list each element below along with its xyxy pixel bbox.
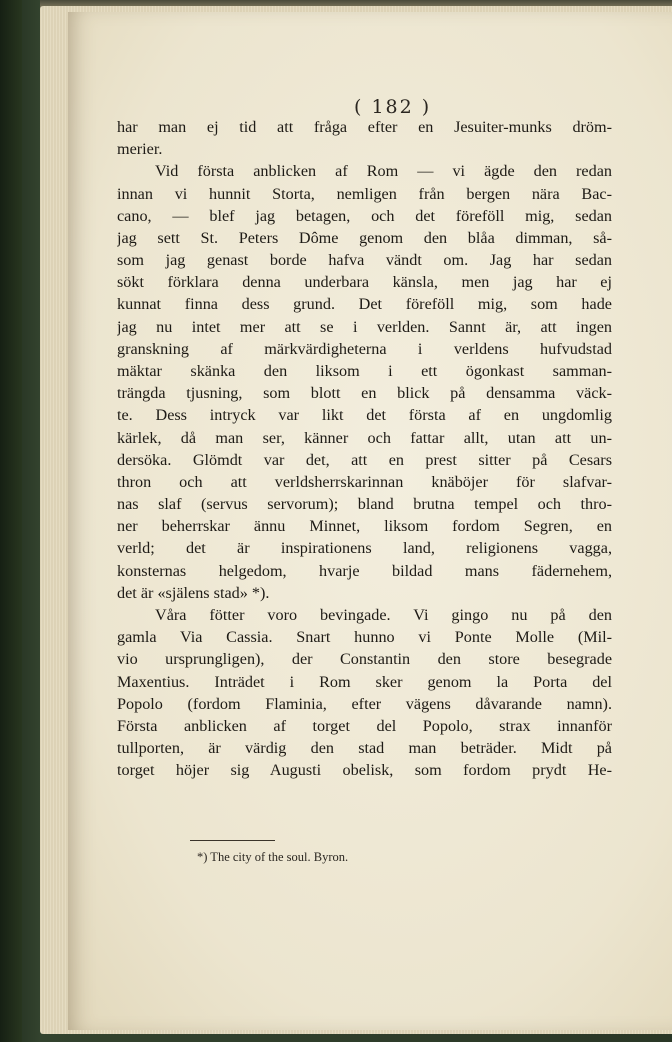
text-line: thron och att verldsherrskarinnan knäböjer för slafvar- <box>117 472 612 491</box>
text-line: trängda tjusning, som blott en blick på densamma väck- <box>117 384 612 403</box>
body-text <box>117 0 612 1042</box>
text-line: har man ej tid att fråga efter en Jesuiter-munks dröm- <box>117 118 612 136</box>
text-line: Popolo (fordom Flaminia, efter vägens dåvarande namn). <box>117 694 612 713</box>
text-line: innan vi hunnit Storta, nemligen från bergen nära Bac- <box>117 184 612 203</box>
text-line: Våra fötter voro bevingade. Vi gingo nu på den <box>155 605 612 624</box>
text-line: gamla Via Cassia. Snart hunno vi Ponte Molle (Mil- <box>117 628 612 647</box>
text-line: jag sett St. Peters Dôme genom den blåa dimman, så- <box>117 228 612 247</box>
text-line: merier. <box>117 140 163 159</box>
book-spine <box>0 0 22 1042</box>
text-line: cano, — blef jag betagen, och det föreföll mig, sedan <box>117 206 612 225</box>
text-line: jag nu intet mer att se i verlden. Sannt är, att ingen <box>117 317 612 336</box>
text-line: dersöka. Glömdt var det, att en prest sitter på Cesars <box>117 450 612 469</box>
text-line: mäktar skänka den liksom i ett ögonkast samman- <box>117 361 612 380</box>
text-line: Första anblicken af torget del Popolo, strax innanför <box>117 716 612 735</box>
text-line: verld; det är inspirationens land, religionens vagga, <box>117 539 612 558</box>
text-line: ner beherrskar ännu Minnet, liksom fordom Segren, en <box>117 517 612 536</box>
text-line: konsternas helgedom, hvarje bildad mans fädernehem, <box>117 561 612 580</box>
page-number: ( 182 ) <box>354 96 432 118</box>
text-line: granskning af märkvärdigheterna i verldens hufvudstad <box>117 339 612 358</box>
text-line: nas slaf (servus servorum); bland brutna tempel och thro- <box>117 495 612 514</box>
text-line: kunnat finna dess grund. Det föreföll mig, som hade <box>117 295 612 314</box>
text-line: som jag genast borde hafva vändt om. Jag har sedan <box>117 251 612 270</box>
text-line: kärlek, då man ser, känner och fattar allt, utan att un- <box>117 428 612 447</box>
text-line: sökt förklara denna underbara känsla, men jag har ej <box>117 273 612 292</box>
text-line: tullporten, är värdig den stad man beträder. Midt på <box>117 739 612 758</box>
text-line: vio ursprungligen), der Constantin den store besegrade <box>117 650 612 669</box>
footnote-rule <box>190 840 275 841</box>
text-line: det är «själens stad» *). <box>117 583 270 602</box>
text-line: torget höjer sig Augusti obelisk, som fordom prydt He- <box>117 761 612 780</box>
footnote: *) The city of the soul. Byron. <box>197 850 349 864</box>
text-line: te. Dess intryck var likt det första af en ungdomlig <box>117 406 612 425</box>
text-line: Vid första anblicken af Rom — vi ägde den redan <box>155 162 612 181</box>
text-line: Maxentius. Inträdet i Rom sker genom la Porta del <box>117 672 612 691</box>
